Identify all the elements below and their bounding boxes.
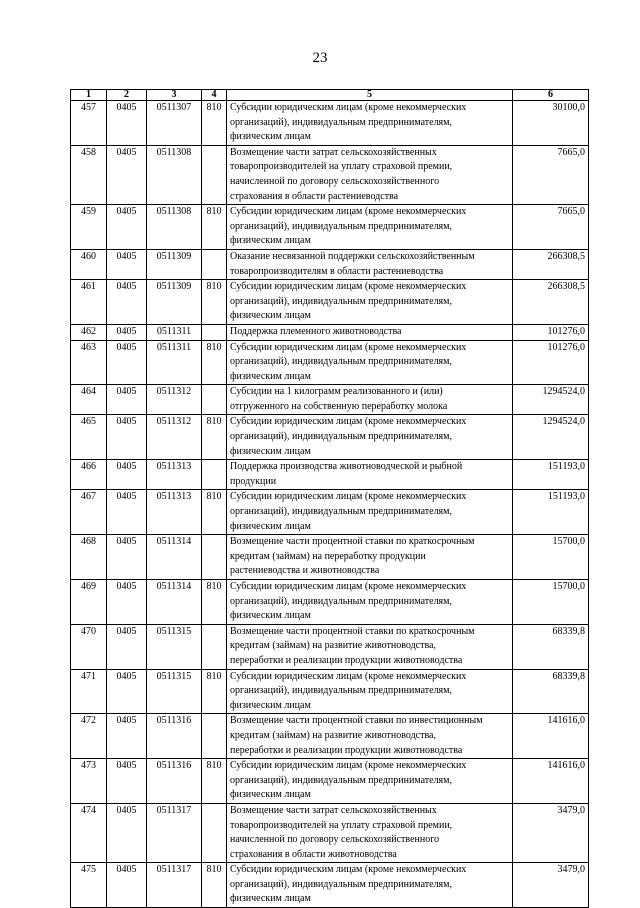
target-article-code: 0511316 <box>147 714 202 759</box>
description-line: Возмещение части процентной ставки по краткосрочным <box>230 536 475 548</box>
description-line: кредитам (займам) на развитие животноводства, <box>230 729 436 741</box>
description-line: организаций), индивидуальным предпринимателям, <box>230 878 452 890</box>
table-row <box>71 759 589 804</box>
expense-type-code <box>202 803 227 862</box>
item-description <box>227 863 513 908</box>
budget-table <box>70 89 589 908</box>
section-code: 0405 <box>107 669 147 714</box>
section-code: 0405 <box>107 535 147 580</box>
item-description <box>227 460 513 490</box>
header-col-2: 2 <box>107 90 147 101</box>
table-row <box>71 460 589 490</box>
expense-type-code <box>202 460 227 490</box>
table-row <box>71 535 589 580</box>
row-number: 470 <box>71 624 107 669</box>
row-number: 467 <box>71 490 107 535</box>
target-article-code: 0511317 <box>147 863 202 908</box>
target-article-code: 0511311 <box>147 324 202 340</box>
description-line: переработки и реализации продукции животноводства <box>230 654 463 666</box>
section-code: 0405 <box>107 205 147 250</box>
amount: 68339,8 <box>513 669 589 714</box>
target-article-code: 0511312 <box>147 415 202 460</box>
description-line: товаропроизводителей на уплату страховой премии, <box>230 161 453 173</box>
description-line: Возмещение части затрат сельскохозяйственных <box>230 146 437 158</box>
section-code: 0405 <box>107 803 147 862</box>
amount: 101276,0 <box>513 340 589 385</box>
expense-type-code <box>202 535 227 580</box>
expense-type-code <box>202 624 227 669</box>
section-code: 0405 <box>107 340 147 385</box>
description-line: Оказание несвязанной поддержки сельскохозяйственным <box>230 250 475 262</box>
expense-type-code: 810 <box>202 101 227 146</box>
row-number: 465 <box>71 415 107 460</box>
item-description <box>227 624 513 669</box>
description-line: физическим лицам <box>230 520 311 532</box>
section-code: 0405 <box>107 759 147 804</box>
item-description <box>227 759 513 804</box>
section-code: 0405 <box>107 324 147 340</box>
row-number: 462 <box>71 324 107 340</box>
expense-type-code: 810 <box>202 415 227 460</box>
item-description <box>227 340 513 385</box>
item-description <box>227 280 513 325</box>
expense-type-code: 810 <box>202 580 227 625</box>
description-line: страхования в области животноводства <box>230 848 397 860</box>
description-line: Субсидии юридическим лицам (кроме некоммерческих <box>230 416 467 428</box>
description-line: Субсидии на 1 килограмм реализованного и (или) <box>230 386 443 398</box>
description-line: товаропроизводителям в области растениеводства <box>230 265 444 277</box>
target-article-code: 0511309 <box>147 280 202 325</box>
item-description <box>227 669 513 714</box>
description-line: начисленной по договору сельскохозяйственного <box>230 834 440 846</box>
item-description <box>227 205 513 250</box>
item-description <box>227 714 513 759</box>
section-code: 0405 <box>107 415 147 460</box>
amount: 101276,0 <box>513 324 589 340</box>
item-description <box>227 101 513 146</box>
section-code: 0405 <box>107 280 147 325</box>
section-code: 0405 <box>107 490 147 535</box>
item-description <box>227 249 513 279</box>
table-row <box>71 249 589 279</box>
description-line: организаций), индивидуальным предпринимателям, <box>230 774 452 786</box>
expense-type-code: 810 <box>202 205 227 250</box>
amount: 3479,0 <box>513 803 589 862</box>
table-row <box>71 205 589 250</box>
table-row <box>71 624 589 669</box>
description-line: физическим лицам <box>230 789 311 801</box>
expense-type-code <box>202 324 227 340</box>
header-col-5: 5 <box>227 90 513 101</box>
row-number: 457 <box>71 101 107 146</box>
description-line: организаций), индивидуальным предпринимателям, <box>230 595 452 607</box>
target-article-code: 0511316 <box>147 759 202 804</box>
expense-type-code <box>202 249 227 279</box>
amount: 3479,0 <box>513 863 589 908</box>
target-article-code: 0511312 <box>147 385 202 415</box>
target-article-code: 0511311 <box>147 340 202 385</box>
amount: 141616,0 <box>513 759 589 804</box>
amount: 7665,0 <box>513 145 589 204</box>
header-col-6: 6 <box>513 90 589 101</box>
header-col-4: 4 <box>202 90 227 101</box>
table-row <box>71 714 589 759</box>
expense-type-code: 810 <box>202 490 227 535</box>
description-line: организаций), индивидуальным предпринимателям, <box>230 295 452 307</box>
section-code: 0405 <box>107 624 147 669</box>
amount: 151193,0 <box>513 460 589 490</box>
description-line: физическим лицам <box>230 445 311 457</box>
description-line: кредитам (займам) на развитие животноводства, <box>230 640 436 652</box>
expense-type-code: 810 <box>202 863 227 908</box>
row-number: 460 <box>71 249 107 279</box>
target-article-code: 0511308 <box>147 145 202 204</box>
section-code: 0405 <box>107 460 147 490</box>
amount: 151193,0 <box>513 490 589 535</box>
table-row <box>71 340 589 385</box>
item-description <box>227 324 513 340</box>
amount: 1294524,0 <box>513 415 589 460</box>
table-body <box>71 101 589 908</box>
table-row <box>71 280 589 325</box>
description-line: организаций), индивидуальным предпринимателям, <box>230 220 452 232</box>
description-line: Субсидии юридическим лицам (кроме некоммерческих <box>230 206 467 218</box>
row-number: 475 <box>71 863 107 908</box>
target-article-code: 0511307 <box>147 101 202 146</box>
table-row <box>71 385 589 415</box>
item-description <box>227 145 513 204</box>
amount: 141616,0 <box>513 714 589 759</box>
row-number: 469 <box>71 580 107 625</box>
amount: 1294524,0 <box>513 385 589 415</box>
description-line: Субсидии юридическим лицам (кроме некоммерческих <box>230 670 467 682</box>
row-number: 458 <box>71 145 107 204</box>
item-description <box>227 415 513 460</box>
table-row <box>71 324 589 340</box>
row-number: 464 <box>71 385 107 415</box>
row-number: 473 <box>71 759 107 804</box>
header-col-3: 3 <box>147 90 202 101</box>
description-line: Возмещение части затрат сельскохозяйственных <box>230 804 437 816</box>
table-row <box>71 101 589 146</box>
target-article-code: 0511314 <box>147 580 202 625</box>
description-line: Возмещение части процентной ставки по краткосрочным <box>230 625 475 637</box>
target-article-code: 0511309 <box>147 249 202 279</box>
description-line: Субсидии юридическим лицам (кроме некоммерческих <box>230 341 467 353</box>
description-line: страхования в области растениеводства <box>230 190 399 202</box>
expense-type-code <box>202 145 227 204</box>
header-row <box>71 90 589 101</box>
item-description <box>227 803 513 862</box>
amount: 7665,0 <box>513 205 589 250</box>
target-article-code: 0511315 <box>147 624 202 669</box>
section-code: 0405 <box>107 385 147 415</box>
description-line: физическим лицам <box>230 893 311 905</box>
description-line: продукции <box>230 475 277 487</box>
expense-type-code <box>202 385 227 415</box>
row-number: 459 <box>71 205 107 250</box>
item-description <box>227 385 513 415</box>
table-row <box>71 145 589 204</box>
description-line: физическим лицам <box>230 370 311 382</box>
description-line: физическим лицам <box>230 310 311 322</box>
row-number: 474 <box>71 803 107 862</box>
amount: 266308,5 <box>513 280 589 325</box>
description-line: физическим лицам <box>230 131 311 143</box>
description-line: физическим лицам <box>230 610 311 622</box>
expense-type-code: 810 <box>202 340 227 385</box>
table-row <box>71 669 589 714</box>
target-article-code: 0511313 <box>147 490 202 535</box>
description-line: Поддержка племенного животноводства <box>230 325 402 337</box>
amount: 30100,0 <box>513 101 589 146</box>
description-line: переработки и реализации продукции животноводства <box>230 744 463 756</box>
target-article-code: 0511314 <box>147 535 202 580</box>
item-description <box>227 535 513 580</box>
row-number: 468 <box>71 535 107 580</box>
row-number: 466 <box>71 460 107 490</box>
description-line: Субсидии юридическим лицам (кроме некоммерческих <box>230 102 467 113</box>
description-line: организаций), индивидуальным предпринимателям, <box>230 431 452 443</box>
description-line: организаций), индивидуальным предпринимателям, <box>230 356 452 368</box>
header-col-1: 1 <box>71 90 107 101</box>
description-line: кредитам (займам) на переработку продукции <box>230 550 426 562</box>
table-row <box>71 803 589 862</box>
section-code: 0405 <box>107 863 147 908</box>
row-number: 471 <box>71 669 107 714</box>
section-code: 0405 <box>107 101 147 146</box>
description-line: физическим лицам <box>230 235 311 247</box>
row-number: 463 <box>71 340 107 385</box>
item-description <box>227 490 513 535</box>
table-row <box>71 863 589 908</box>
description-line: Субсидии юридическим лицам (кроме некоммерческих <box>230 864 467 876</box>
target-article-code: 0511317 <box>147 803 202 862</box>
amount: 15700,0 <box>513 580 589 625</box>
section-code: 0405 <box>107 714 147 759</box>
description-line: Субсидии юридическим лицам (кроме некоммерческих <box>230 760 467 772</box>
item-description <box>227 580 513 625</box>
row-number: 472 <box>71 714 107 759</box>
amount: 15700,0 <box>513 535 589 580</box>
description-line: организаций), индивидуальным предпринимателям, <box>230 506 452 518</box>
expense-type-code: 810 <box>202 280 227 325</box>
description-line: Субсидии юридическим лицам (кроме некоммерческих <box>230 491 467 503</box>
table-row <box>71 580 589 625</box>
amount: 266308,5 <box>513 249 589 279</box>
table-row <box>71 415 589 460</box>
description-line: отгруженного на собственную переработку молока <box>230 400 448 412</box>
description-line: организаций), индивидуальным предпринимателям, <box>230 685 452 697</box>
page-number: 23 <box>312 50 328 66</box>
section-code: 0405 <box>107 145 147 204</box>
description-line: физическим лицам <box>230 699 311 711</box>
expense-type-code <box>202 714 227 759</box>
target-article-code: 0511315 <box>147 669 202 714</box>
expense-type-code: 810 <box>202 669 227 714</box>
description-line: Субсидии юридическим лицам (кроме некоммерческих <box>230 581 467 592</box>
table-row <box>71 490 589 535</box>
description-line: Субсидии юридическим лицам (кроме некоммерческих <box>230 281 467 293</box>
description-line: начисленной по договору сельскохозяйственного <box>230 175 440 187</box>
description-line: организаций), индивидуальным предпринимателям, <box>230 116 452 128</box>
description-line: Поддержка производства животноводческой и рыбной <box>230 461 463 473</box>
description-line: товаропроизводителей на уплату страховой премии, <box>230 819 453 831</box>
target-article-code: 0511313 <box>147 460 202 490</box>
row-number: 461 <box>71 280 107 325</box>
description-line: Возмещение части процентной ставки по инвестиционным <box>230 715 483 727</box>
amount: 68339,8 <box>513 624 589 669</box>
description-line: растениеводства и животноводства <box>230 565 380 577</box>
section-code: 0405 <box>107 249 147 279</box>
section-code: 0405 <box>107 580 147 625</box>
expense-type-code: 810 <box>202 759 227 804</box>
target-article-code: 0511308 <box>147 205 202 250</box>
